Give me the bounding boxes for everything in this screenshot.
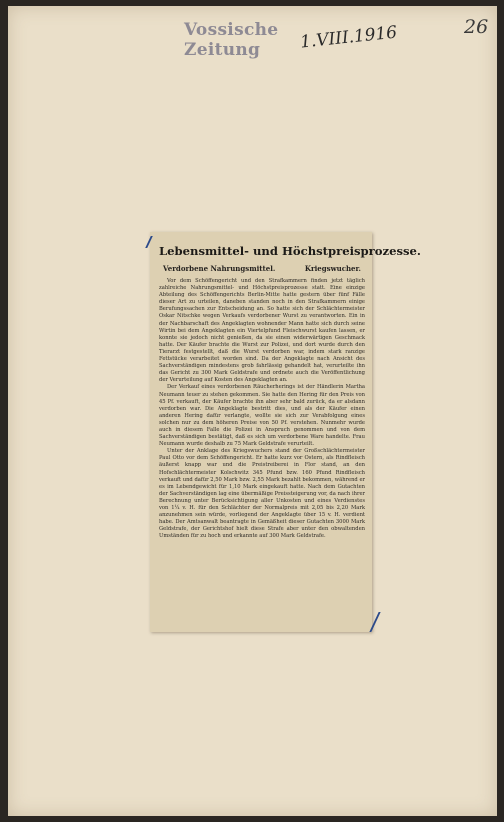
article-paragraph: Unter der Anklage des Kriegswuchers stand der Großschlächtermeister Paul Otto vor dem Schöffengericht. Er hatte kurz vor Ostern, als Rindfleisch äußerst knapp war und die Preistreiberei in Flor stand, an den Hofschlächtermeister Kolschwitz 345 Pfund bzw. 160 Pfund Rindfleisch verkauft und dafür 2,50 Mark bzw. 2,55 Mark bezahlt bekommen, während er es im Lebendgewicht für 1,10 Mark eingekauft hatte. Nach dem Gutachten der Sachverständigen lag eine übermäßige Preissteigerung vor, da nach ihrer Berechnung unter Berücksichtigung aller Unkosten und eines Verdienstes von 1¼ v. H. für den Schlächter der Normalpreis mit 2,05 bis 2,20 Mark anzunehmen sein würde, vorliegend der Angeklagte über 15 v. H. verdient habe. Der Amtsanwalt beantragte in Gemäßheit dieser Gutachten 3000 Mark Geldstrafe, der Gerichtshof hielt diese Strafe aber unter den obwaltenden Umständen für zu hoch und erkannte auf 300 Mark Geldstrafe.: [159, 448, 365, 540]
article-title: Lebensmittel- und Höchstpreisprozesse.: [159, 244, 421, 258]
newspaper-clipping: [150, 232, 421, 632]
handwritten-page-number: 26: [464, 16, 489, 38]
handwritten-date: 1.VIII.1916: [299, 22, 399, 53]
newspaper-stamp: Vossische Zeitung: [184, 20, 279, 60]
article-subheads: [163, 264, 361, 273]
subhead-spoiled-food: Verdorbene Nahrungsmittel.: [163, 264, 276, 273]
subhead-war-profiteering: Kriegswucher.: [304, 264, 361, 273]
article-paragraph: Der Verkauf eines verdorbenen Räucherherings ist der Händlerin Martha Neumann teuer zu stehen gekommen. Sie hatte den Hering für den Preis von 45 Pf. verkauft, der Käufer brachte ihn aber sehr bald zurück, da er alsdann verdorben war. Die Angeklagte bestritt dies, und als der Käufer einen anderen Hering dafür verlangte, wollte sie sich zur Verabfolgung eines solchen nur zu dem höheren Preise von 50 Pf. verstehen. Nunmehr wurde auch in diesem Falle die Polizei in Anspruch genommen und von dem Sachverständigen bestätigt, daß es sich um verdorbene Ware handelte. Frau Neumann wurde deshalb zu 75 Mark Geldstrafe verurteilt.: [159, 384, 365, 448]
article-paragraph: Vor dem Schöffengericht und den Strafkammern finden jetzt täglich zahlreiche Nahrungsmittel- und Höchstpreisprozesse statt. Eine einzige Abteilung des Schöffengerichts Berlin-Mitte hatte gestern über fünf Fälle dieser Art zu urteilen, daneben standen noch in den Strafkammern einige Berufungssachen zur Entscheidung an. So hatte sich der Schlächtermeister Oskar Nitschke wegen Verkaufs verdorbener Wurst zu verantworten. Ein in der Nachbarschaft des Angeklagten wohnender Mann hatte sich durch seine Wirtin bei dem Angeklagten ein Viertelpfund Fleischwurst kaufen lassen, er konnte sie jedoch nicht genießen, da sie einen widerwärtigen Geschmack hatte. Der Käufer brachte die Wurst zur Polizei, und dort wurde durch den Tierarzt festgestellt, daß die Wurst verdorben war, indem stark ranzige Fettstücke verarbeitet worden sind. Da der Angeklagte nach Ansicht des Sachverständigen mindestens grob fahrlässig gehandelt hat, verurteilte ihn das Gericht zu 300 Mark Geldstrafe und ordnete auch die Veröffentlichung der Verurteilung auf Kosten des Angeklagten an.: [159, 278, 365, 384]
